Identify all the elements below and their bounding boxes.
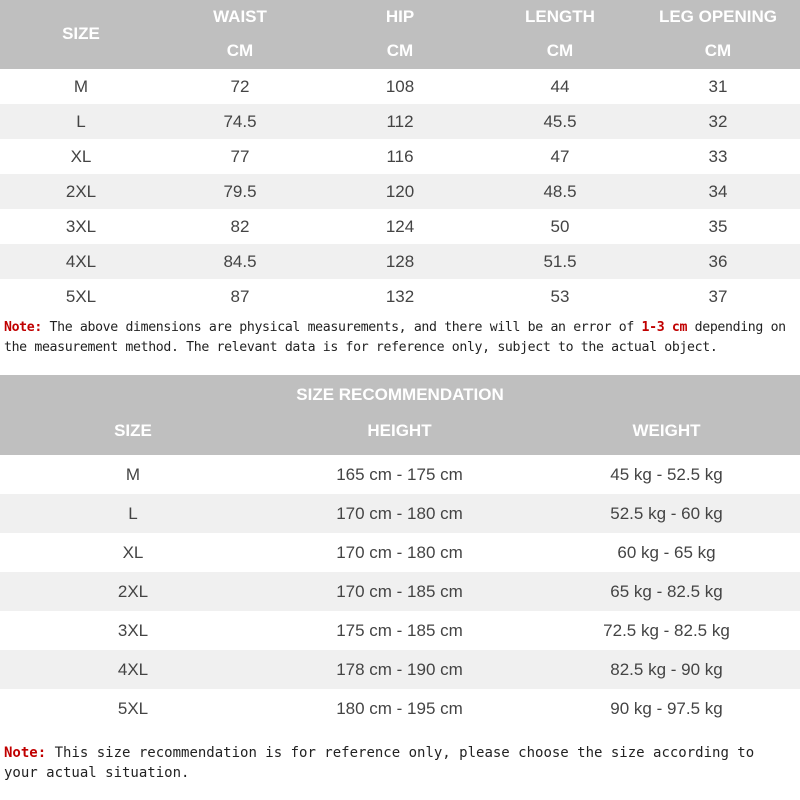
cell-size: 4XL — [117, 660, 149, 679]
note-label: Note: — [4, 320, 42, 335]
cell-size: L — [128, 504, 138, 523]
cell-size: 3XL — [117, 621, 149, 640]
cell-leg-opening: 31 — [708, 77, 728, 96]
cell-size: 2XL — [117, 582, 149, 601]
measurement-table-header — [0, 0, 800, 69]
recommendation-note — [4, 743, 796, 783]
cell-size: 3XL — [65, 217, 97, 236]
cell-hip: 132 — [385, 287, 415, 306]
cell-height: 170 cm - 180 cm — [336, 543, 463, 562]
header-size: SIZE — [114, 421, 152, 440]
note-text: This size recommendation is for reference only, please choose the size according to your actual situation. — [4, 745, 755, 781]
cell-length: 44 — [550, 77, 570, 96]
note-text: The above dimensions are physical measurements, and there will be an error of — [41, 320, 642, 335]
header-weight: WEIGHT — [632, 421, 701, 440]
cell-length: 45.5 — [543, 112, 577, 131]
table-row — [0, 455, 800, 494]
cell-waist: 77 — [230, 147, 250, 166]
cell-size: M — [73, 77, 89, 96]
header-leg-opening: LEG OPENING — [658, 7, 778, 26]
note-error-range: 1-3 cm — [641, 320, 688, 335]
cell-waist: 74.5 — [223, 112, 257, 131]
cell-height: 170 cm - 185 cm — [336, 582, 463, 601]
table-row — [0, 572, 800, 611]
header-length: LENGTH — [525, 7, 595, 26]
table-row — [0, 104, 800, 139]
cell-weight: 65 kg - 82.5 kg — [610, 582, 723, 601]
cell-length: 48.5 — [543, 182, 577, 201]
cell-leg-opening: 37 — [708, 287, 728, 306]
note-text-continued: depending on the measurement method. The relevant data is for reference only, subject to the actual object. — [4, 320, 786, 355]
header-hip-unit: CM — [386, 41, 414, 60]
recommendation-table-header — [0, 375, 800, 455]
header-size: SIZE — [62, 24, 100, 43]
header-length-unit: CM — [546, 41, 574, 60]
header-leg-opening-unit: CM — [704, 41, 732, 60]
cell-size: 2XL — [65, 182, 97, 201]
cell-size: L — [76, 112, 86, 131]
cell-length: 47 — [550, 147, 570, 166]
header-waist-unit: CM — [226, 41, 254, 60]
cell-hip: 124 — [385, 217, 415, 236]
cell-waist: 87 — [230, 287, 250, 306]
header-height: HEIGHT — [367, 421, 432, 440]
table-row — [0, 69, 800, 104]
cell-waist: 79.5 — [223, 182, 257, 201]
cell-height: 175 cm - 185 cm — [336, 621, 463, 640]
table-row — [0, 279, 800, 314]
note-label: Note: — [4, 745, 47, 761]
table-row — [0, 209, 800, 244]
cell-hip: 112 — [386, 112, 414, 131]
cell-hip: 116 — [386, 147, 414, 166]
measurement-note — [4, 318, 796, 358]
cell-hip: 128 — [385, 252, 415, 271]
cell-waist: 72 — [230, 77, 250, 96]
cell-length: 50 — [550, 217, 570, 236]
cell-leg-opening: 34 — [708, 182, 728, 201]
cell-leg-opening: 35 — [708, 217, 728, 236]
cell-hip: 108 — [385, 77, 415, 96]
cell-weight: 52.5 kg - 60 kg — [610, 504, 723, 523]
cell-leg-opening: 36 — [708, 252, 728, 271]
cell-size: M — [125, 465, 141, 484]
cell-length: 51.5 — [543, 252, 577, 271]
cell-size: 4XL — [65, 252, 97, 271]
cell-height: 165 cm - 175 cm — [336, 465, 463, 484]
recommendation-title: SIZE RECOMMENDATION — [296, 385, 504, 404]
cell-size: XL — [70, 147, 92, 166]
cell-waist: 84.5 — [223, 252, 257, 271]
cell-height: 178 cm - 190 cm — [336, 660, 463, 679]
cell-height: 180 cm - 195 cm — [336, 699, 463, 718]
cell-weight: 90 kg - 97.5 kg — [610, 699, 723, 718]
table-row — [0, 494, 800, 533]
cell-hip: 120 — [385, 182, 415, 201]
cell-height: 170 cm - 180 cm — [336, 504, 463, 523]
cell-leg-opening: 32 — [708, 112, 728, 131]
header-waist: WAIST — [213, 7, 267, 26]
table-row — [0, 139, 800, 174]
cell-weight: 60 kg - 65 kg — [617, 543, 716, 562]
cell-weight: 72.5 kg - 82.5 kg — [603, 621, 730, 640]
table-row — [0, 650, 800, 689]
table-row — [0, 533, 800, 572]
table-row — [0, 174, 800, 209]
cell-waist: 82 — [230, 217, 250, 236]
cell-size: XL — [122, 543, 144, 562]
table-row — [0, 611, 800, 650]
cell-weight: 45 kg - 52.5 kg — [610, 465, 723, 484]
cell-length: 53 — [550, 287, 570, 306]
cell-size: 5XL — [65, 287, 97, 306]
cell-weight: 82.5 kg - 90 kg — [610, 660, 723, 679]
cell-leg-opening: 33 — [708, 147, 728, 166]
cell-size: 5XL — [117, 699, 149, 718]
table-row — [0, 689, 800, 728]
table-row — [0, 244, 800, 279]
header-hip: HIP — [385, 7, 415, 26]
